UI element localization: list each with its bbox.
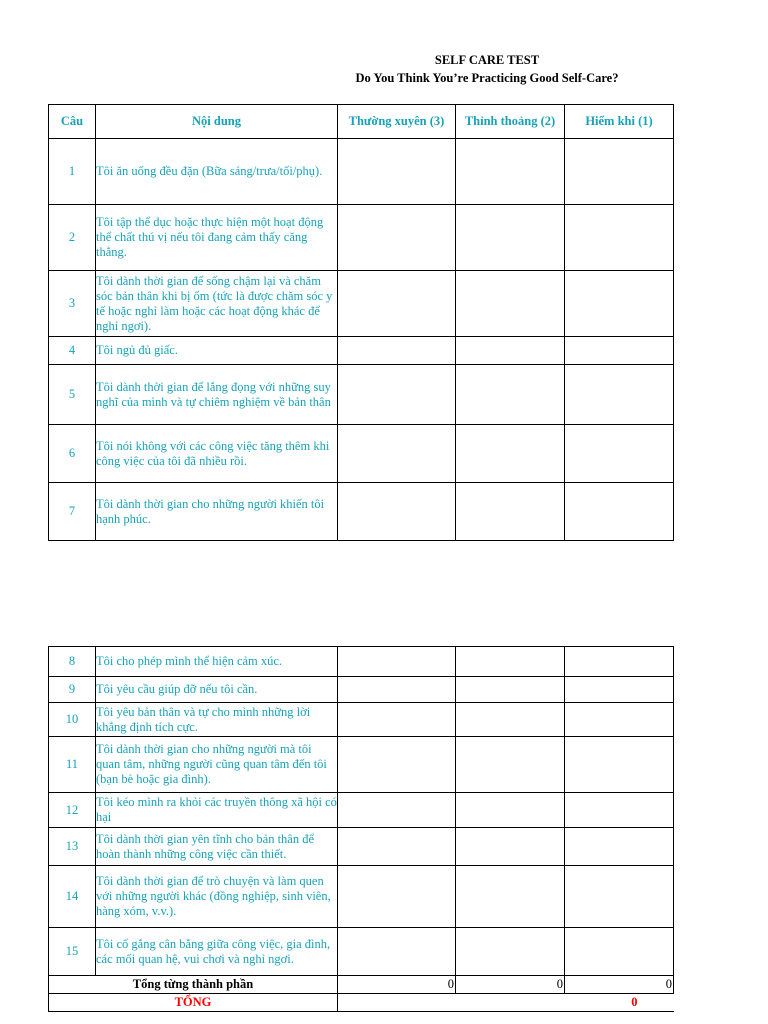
answer-cell-rarely[interactable] (565, 737, 674, 793)
answer-cell-rarely[interactable] (565, 139, 674, 205)
row-content: Tôi yêu bản thân và tự cho mình những lời khẳng định tích cực. (96, 703, 338, 737)
answer-cell-sometimes[interactable] (456, 365, 565, 425)
row-number: 5 (49, 365, 96, 425)
summary-rarely-value: 0 (565, 976, 674, 994)
page-title: SELF CARE TEST (434, 53, 540, 67)
answer-cell-frequent[interactable] (338, 703, 456, 737)
table-row (49, 828, 674, 866)
answer-cell-sometimes[interactable] (456, 737, 565, 793)
header-noi-dung: Nội dung (96, 105, 338, 139)
answer-cell-frequent[interactable] (338, 737, 456, 793)
answer-cell-sometimes[interactable] (456, 928, 565, 976)
table-row (49, 793, 674, 828)
table-row (49, 483, 674, 541)
answer-cell-sometimes[interactable] (456, 425, 565, 483)
answer-cell-frequent[interactable] (338, 483, 456, 541)
row-number: 11 (49, 737, 96, 793)
answer-cell-sometimes[interactable] (456, 828, 565, 866)
answer-cell-sometimes[interactable] (456, 483, 565, 541)
row-content: Tôi dành thời gian để sống chậm lại và chăm sóc bản thân khi bị ốm (tức là được chăm sóc y tế hoặc nghỉ làm hoặc các hoạt động khác để nghỉ ngơi). (96, 271, 338, 337)
row-number: 15 (49, 928, 96, 976)
table-row (49, 205, 674, 271)
row-content: Tôi dành thời gian để trò chuyện và làm quen với những người khác (đồng nghiệp, sinh viên, hàng xóm, v.v.). (96, 866, 338, 928)
answer-cell-frequent[interactable] (338, 425, 456, 483)
table-row (49, 703, 674, 737)
answer-cell-rarely[interactable] (565, 337, 674, 365)
table-header-row (49, 105, 674, 139)
table-row (49, 677, 674, 703)
page-subtitle: Do You Think You’re Practicing Good Self-Care? (355, 71, 619, 85)
table-row (49, 928, 674, 976)
self-care-table-part-2 (48, 646, 674, 1012)
row-content: Tôi ngủ đủ giấc. (96, 337, 338, 365)
table-row (49, 425, 674, 483)
header-thinh-thoang: Thỉnh thoảng (2) (456, 105, 565, 139)
answer-cell-rarely[interactable] (565, 365, 674, 425)
answer-cell-rarely[interactable] (565, 483, 674, 541)
row-number: 7 (49, 483, 96, 541)
row-content: Tôi cố gắng cân bằng giữa công việc, gia đình, các mối quan hệ, vui chơi và nghỉ ngơi. (96, 928, 338, 976)
answer-cell-rarely[interactable] (565, 828, 674, 866)
self-care-table-part-1 (48, 104, 674, 541)
answer-cell-rarely[interactable] (565, 793, 674, 828)
row-content: Tôi dành thời gian cho những người khiến tôi hạnh phúc. (96, 483, 338, 541)
row-number: 3 (49, 271, 96, 337)
answer-cell-frequent[interactable] (338, 928, 456, 976)
total-row (49, 994, 674, 1012)
answer-cell-rarely[interactable] (565, 271, 674, 337)
answer-cell-frequent[interactable] (338, 139, 456, 205)
row-number: 12 (49, 793, 96, 828)
table-row (49, 139, 674, 205)
row-content: Tôi kéo mình ra khỏi các truyền thông xã hội có hại (96, 793, 338, 828)
total-label: TỔNG (49, 994, 338, 1012)
row-content: Tôi nói không với các công việc tăng thêm khi công việc của tôi đã nhiều rồi. (96, 425, 338, 483)
row-content: Tôi dành thời gian yên tĩnh cho bản thân để hoàn thành những công việc cần thiết. (96, 828, 338, 866)
answer-cell-rarely[interactable] (565, 928, 674, 976)
answer-cell-sometimes[interactable] (456, 866, 565, 928)
row-content: Tôi cho phép mình thể hiện cảm xúc. (96, 647, 338, 677)
total-value: 0 (338, 994, 674, 1012)
answer-cell-sometimes[interactable] (456, 271, 565, 337)
header-cau: Câu (49, 105, 96, 139)
row-content: Tôi dành thời gian cho những người mà tôi quan tâm, những người cũng quan tâm đến tôi (bạn bè hoặc gia đình). (96, 737, 338, 793)
row-content: Tôi yêu cầu giúp đỡ nếu tôi cần. (96, 677, 338, 703)
answer-cell-sometimes[interactable] (456, 647, 565, 677)
row-number: 14 (49, 866, 96, 928)
answer-cell-sometimes[interactable] (456, 677, 565, 703)
answer-cell-frequent[interactable] (338, 677, 456, 703)
row-content: Tôi dành thời gian để lắng đọng với những suy nghĩ của mình và tự chiêm nghiệm về bản thân (96, 365, 338, 425)
answer-cell-rarely[interactable] (565, 205, 674, 271)
header-hiem-khi: Hiếm khi (1) (565, 105, 674, 139)
answer-cell-sometimes[interactable] (456, 139, 565, 205)
answer-cell-frequent[interactable] (338, 337, 456, 365)
row-number: 13 (49, 828, 96, 866)
table-row (49, 737, 674, 793)
answer-cell-sometimes[interactable] (456, 205, 565, 271)
answer-cell-rarely[interactable] (565, 647, 674, 677)
row-number: 4 (49, 337, 96, 365)
answer-cell-frequent[interactable] (338, 866, 456, 928)
table-row (49, 647, 674, 677)
answer-cell-frequent[interactable] (338, 271, 456, 337)
header-thuong-xuyen: Thường xuyên (3) (338, 105, 456, 139)
answer-cell-rarely[interactable] (565, 677, 674, 703)
answer-cell-sometimes[interactable] (456, 703, 565, 737)
table-row (49, 271, 674, 337)
row-content: Tôi tập thể dục hoặc thực hiện một hoạt động thể chất thú vị nếu tôi đang cảm thấy căng thẳng. (96, 205, 338, 271)
answer-cell-frequent[interactable] (338, 365, 456, 425)
answer-cell-frequent[interactable] (338, 205, 456, 271)
row-number: 8 (49, 647, 96, 677)
table-row (49, 365, 674, 425)
row-number: 6 (49, 425, 96, 483)
row-number: 2 (49, 205, 96, 271)
row-content: Tôi ăn uống đều đặn (Bữa sáng/trưa/tối/phụ). (96, 139, 338, 205)
answer-cell-frequent[interactable] (338, 793, 456, 828)
summary-sometimes-value: 0 (456, 976, 565, 994)
summary-row (49, 976, 674, 994)
answer-cell-frequent[interactable] (338, 828, 456, 866)
table-row (49, 866, 674, 928)
summary-label: Tổng từng thành phần (49, 976, 338, 994)
answer-cell-sometimes[interactable] (456, 793, 565, 828)
answer-cell-rarely[interactable] (565, 703, 674, 737)
table-row (49, 337, 674, 365)
row-number: 1 (49, 139, 96, 205)
answer-cell-rarely[interactable] (565, 866, 674, 928)
answer-cell-rarely[interactable] (565, 425, 674, 483)
answer-cell-sometimes[interactable] (456, 337, 565, 365)
row-number: 9 (49, 677, 96, 703)
answer-cell-frequent[interactable] (338, 647, 456, 677)
summary-frequent-value: 0 (338, 976, 456, 994)
row-number: 10 (49, 703, 96, 737)
